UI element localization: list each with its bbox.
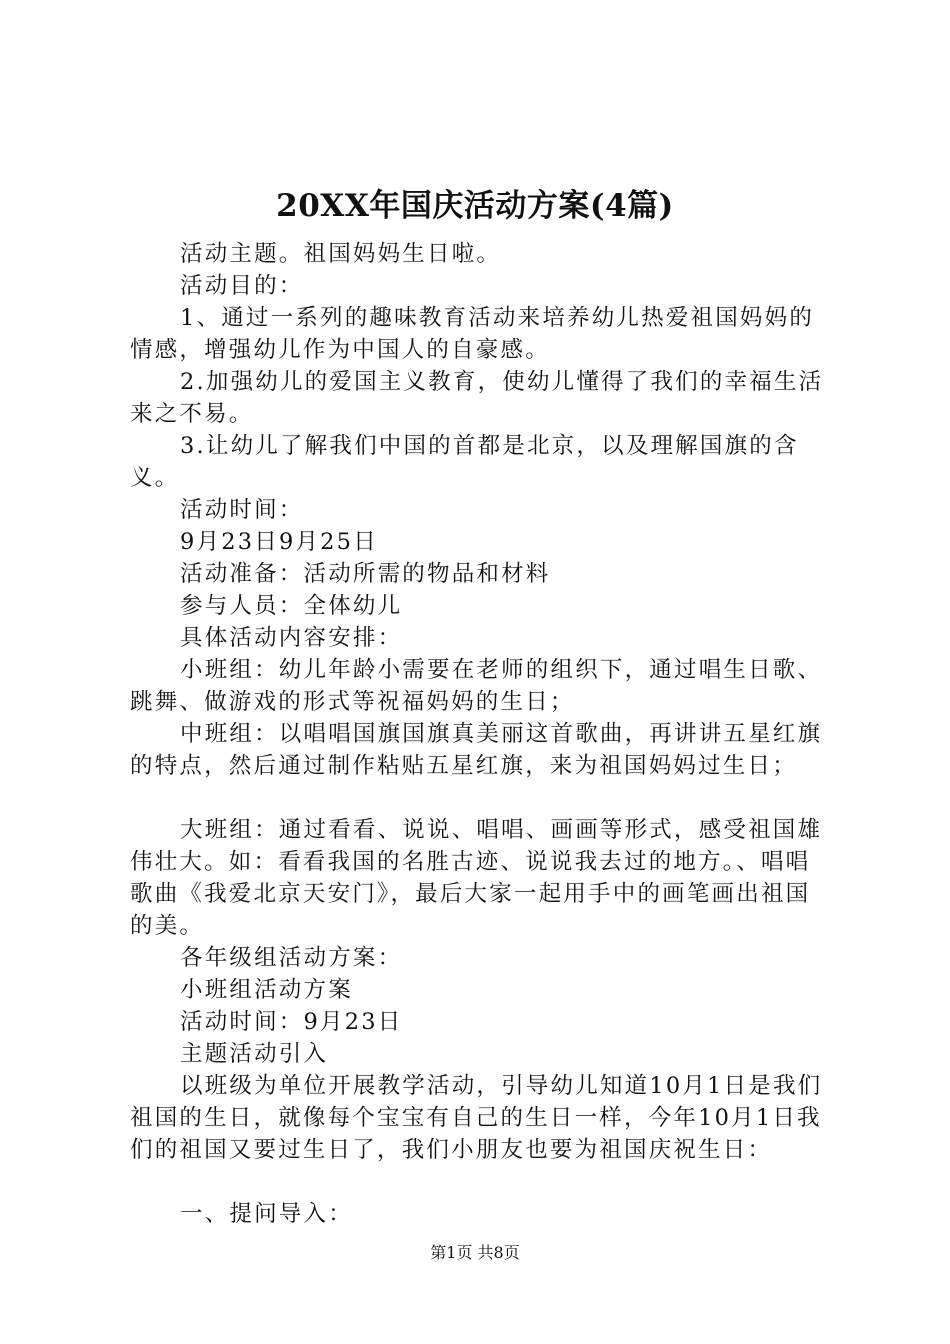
paragraph-theme: 活动主题。祖国妈妈生日啦。 — [180, 241, 502, 267]
document-body — [130, 238, 830, 1230]
page-number-footer: 第1页 共8页 — [430, 1243, 520, 1262]
document-title: 20XX年国庆活动方案(4篇) — [276, 188, 674, 224]
paragraph-small-class-time: 活动时间：9月23日 — [180, 1009, 403, 1035]
paragraph-purpose-heading: 活动目的： — [180, 273, 304, 299]
paragraph-question-intro: 一、提问导入： — [180, 1201, 353, 1227]
paragraph-preparation: 活动准备：活动所需的物品和材料 — [180, 561, 551, 587]
paragraph-time-heading: 活动时间： — [180, 497, 304, 523]
paragraph-gap-2 — [130, 1166, 830, 1198]
paragraph-gap — [130, 782, 830, 814]
paragraph-intro-body: 以班级为单位开展教学活动，引导幼儿知道10月1日是我们祖国的生日，就像每个宝宝有自己的生日一样，今年10月1日我们的祖国又要过生日了，我们小朋友也要为祖国庆祝生日： — [130, 1073, 823, 1163]
paragraph-large-class: 大班组：通过看看、说说、唱唱、画画等形式，感受祖国雄伟壮大。如：看看我国的名胜古迹、说说我去过的地方。、唱唱歌曲《我爱北京天安门》，最后大家一起用手中的画笔画出祖国的美。 — [130, 817, 823, 939]
paragraph-grade-plans-heading: 各年级组活动方案： — [180, 945, 403, 971]
paragraph-middle-class: 中班组：以唱唱国旗国旗真美丽这首歌曲，再讲讲五星红旗的特点，然后通过制作粘贴五星红旗，来为祖国妈妈过生日； — [130, 721, 823, 779]
paragraph-arrangement-heading: 具体活动内容安排： — [180, 625, 403, 651]
paragraph-intro-heading: 主题活动引入 — [180, 1041, 329, 1067]
paragraph-small-class: 小班组：幼儿年龄小需要在老师的组织下，通过唱生日歌、跳舞、做游戏的形式等祝福妈妈的生日； — [130, 657, 823, 715]
paragraph-time-value: 9月23日9月25日 — [180, 529, 378, 555]
paragraph-small-class-plan: 小班组活动方案 — [180, 977, 353, 1003]
paragraph-purpose-1: 1、通过一系列的趣味教育活动来培养幼儿热爱祖国妈妈的情感，增强幼儿作为中国人的自豪感。 — [130, 305, 815, 363]
paragraph-participants: 参与人员：全体幼儿 — [180, 593, 403, 619]
paragraph-purpose-3: 3.让幼儿了解我们中国的首都是北京，以及理解国旗的含义。 — [130, 433, 799, 491]
paragraph-purpose-2: 2.加强幼儿的爱国主义教育，使幼儿懂得了我们的幸福生活来之不易。 — [130, 369, 824, 427]
